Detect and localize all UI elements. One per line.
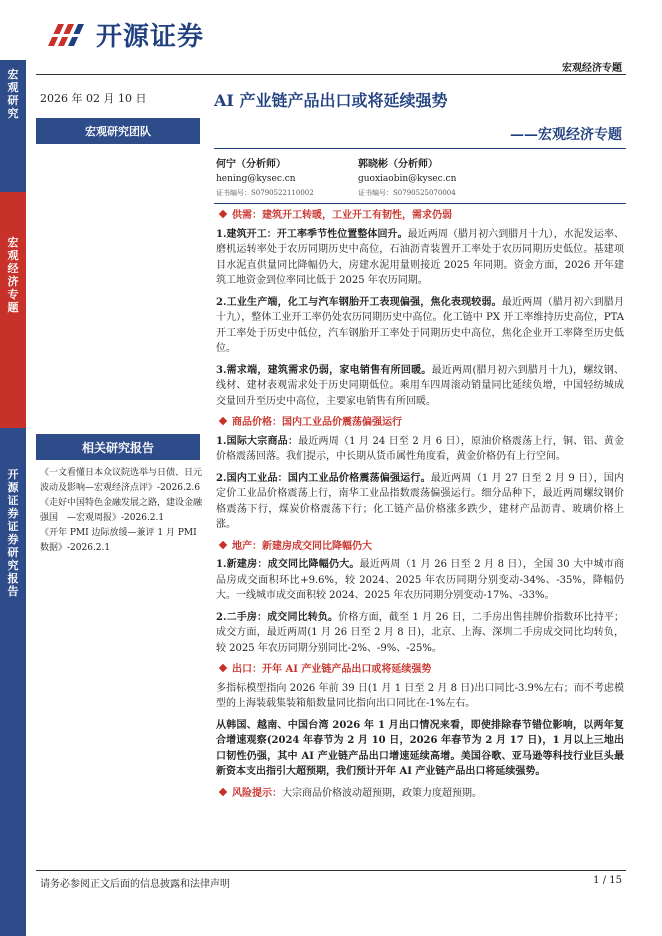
analyst-name: 郭晓彬（分析师） [358,159,438,170]
bullet-icon [219,664,227,672]
side-label-bottom: 开源证券 证券研究报告 [7,468,19,598]
footer-divider [36,870,626,871]
related-report-item[interactable]: 《一文看懂日本众议院选举与日债、日元波动及影响—宏观经济点评》-2026.2.6 [40,468,203,493]
paragraph: 3.需求端，建筑需求仍弱，家电销售有所回暖。最近两周(腊月初六到腊月十九)，螺纹钢、线材、建材表观需求处于历史同期低位。乘用车四周滚动销量同比延续负增，中国轻纺城成交量回升至历史中高位，主要家电销售有所回暖。 [216,364,624,407]
risk-note: 风险提示：大宗商品价格波动超预期，政策力度超预期。 [216,786,624,802]
related-reports-list [40,466,208,556]
side-label-top: 宏观研究 [7,68,19,120]
related-report-item[interactable]: 《开年 PMI 边际放缓—兼评 1 月 PMI 数据》-2026.2.1 [40,528,197,553]
analyst-name: 何宁（分析师） [216,159,286,170]
analyst-email[interactable]: hening@kysec.cn [216,174,296,184]
team-label: 宏观研究团队 [36,118,200,144]
side-label-mid: 宏观经济专题 [7,236,19,314]
related-reports-label: 相关研究报告 [36,434,200,460]
paragraph: 多指标模型指向 2026 年前 39 日(1 月 1 日至 2 月 8 日)出口同比-3.9%左右；而不考虑模型的上海装载集装箱船数量同比指向出口同比在-1%左右。 [216,682,624,709]
bullet-icon [219,787,227,795]
analyst-divider [214,203,626,204]
page-number: 1 / 15 [593,875,622,886]
report-date: 2026 年 02 月 10 日 [40,92,147,105]
paragraph: 2.工业生产端，化工与汽车钢胎开工表现偏强，焦化表现较弱。最近两周（腊月初六到腊月十九），整体工业开工率仍处农历同期历史中高位。化工链中 PX 开工率维持历史高位，PTA 开工率处于历史中低位，汽车钢胎开工率处于同期历史中高位，焦化企业开工率降至历史低位。 [216,296,624,354]
paragraph: 1.新建房：成交同比降幅仍大。最近两周（1 月 26 日至 2 月 8 日），全国 30 大中城市商品房成交面积环比+9.6%，较 2024、2025 年农历同期分别变动-34%、-35%，降幅仍大。一线城市成交面积较 2024、2025 年农历同期分别变动-17%、-33%。 [216,559,624,601]
analyst-cert: 证书编号：S0790525070004 [358,189,456,197]
footer-disclaimer: 请务必参阅正文后面的信息披露和法律声明 [40,879,230,890]
report-subtitle: ——宏观经济专题 [510,127,622,143]
side-strip-bottom [0,428,26,936]
report-body [216,206,624,807]
brand-logo [44,14,204,54]
paragraph: 1.建筑开工：开工率季节性位置整体回升。最近两周（腊月初六到腊月十九），水泥发运率、磨机运转率处于农历同期历史中高位，石油沥青装置开工率处于农历同期历史低位。基建项目水泥直供量同比降幅仍大，房建水泥用量则接近 2025 年同期。资金方面，2026 开年建筑工地资金到位率同比低于 2025 年农历同期。 [216,228,624,286]
related-report-item[interactable]: 《走好中国特色金融发展之路，建设金融强国 —宏观周报》-2026.2.1 [40,498,203,523]
section-heading: 供需：建筑开工转暖，工业开工有韧性，需求仍弱 [216,208,624,224]
header-category: 宏观经济专题 [562,63,622,74]
bullet-icon [219,210,227,218]
kysec-logo-icon [44,16,90,52]
analyst-cert: 证书编号：S0790522110002 [216,189,314,197]
bullet-icon [219,417,227,425]
paragraph: 2.二手房：成交同比转负。价格方面，截至 1 月 26 日，二手房出售挂牌价指数环比持平；成交方面，最近两周(1 月 26 日至 2 月 8 日)，北京、上海、深圳二手房成交同比均转负，较 2025 年农历同期分别同比-2%、-9%、-25%。 [216,611,624,654]
bullet-icon [219,540,227,548]
analyst-card [358,158,456,200]
report-title: AI 产业链产品出口或将延续强势 [214,91,448,110]
analyst-email[interactable]: guoxiaobin@kysec.cn [358,174,457,184]
analyst-card [216,158,314,200]
section-heading: 地产：新建房成交同比降幅仍大 [216,539,624,555]
side-strip-top [0,60,26,192]
paragraph: 从韩国、越南、中国台湾 2026 年 1 月出口情况来看，即使排除春节错位影响，以两年复合增速观察(2024 年春节为 2 月 10 日，2026 年春节为 2 月 17 日)，1 月以上三地出口韧性仍强，其中 AI 产业链产品出口增速延续高增。美国谷歌、亚马逊等科技行业巨头最新资本支出指引大超预期，我们预计开年 AI 产业链产品出口将延续强势。 [216,719,624,777]
section-heading: 出口：开年 AI 产业链产品出口或将延续强势 [216,662,624,678]
header-divider [36,74,626,75]
side-strip-mid [0,192,26,428]
section-heading: 商品价格：国内工业品价震荡偏强运行 [216,415,624,431]
title-divider [214,148,626,149]
paragraph: 2.国内工业品：国内工业品价格震荡偏强运行。最近两周（1 月 27 日至 2 月 9 日），国内定价工业品价格震荡上行，南华工业品指数震荡偏强运行。细分品种下，最近两周螺纹钢价格震荡下行，煤炭价格震荡下行；化工链产品价格涨多跌少，建材产品沥青、玻璃价格上涨。 [216,472,624,530]
paragraph: 1.国际大宗商品：最近两周（1 月 24 日至 2 月 6 日），原油价格震荡上行，铜、铝、黄金价格震荡回落。我们提示，中长期从货币属性角度看，黄金价格仍有上行空间。 [216,435,625,462]
brand-name: 开源证券 [96,21,205,52]
